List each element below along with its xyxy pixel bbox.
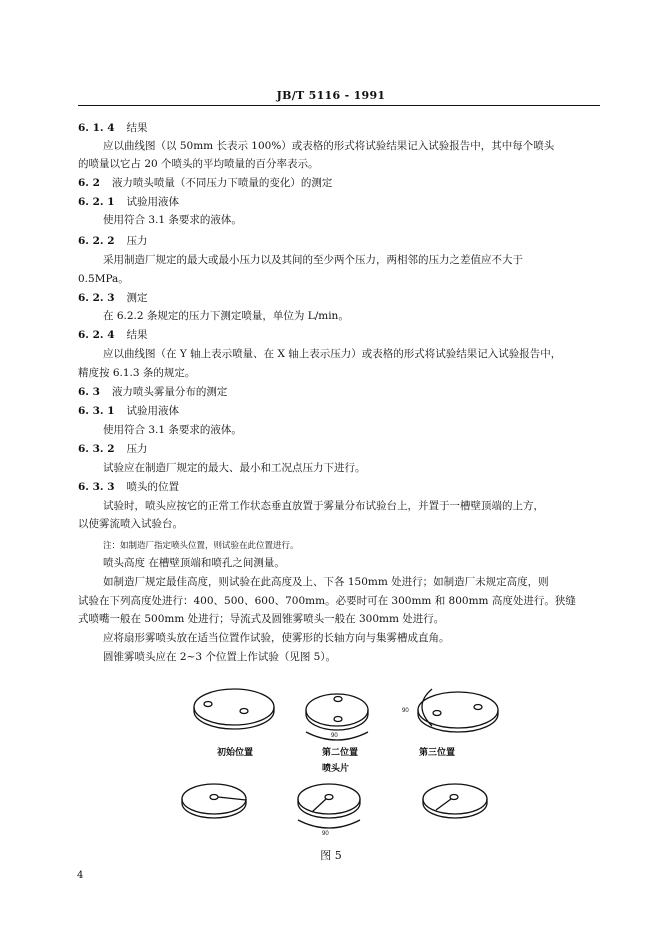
section-heading: 6. 2 液力喷头喷量（不同压力下喷量的变化）的测定	[78, 177, 333, 189]
nozzle-plate-initial	[194, 689, 274, 729]
page-number: 4	[77, 870, 84, 881]
paragraph-line: 应将扇形雾喷头放在适当位置作试验，使雾形的长轴方向与集雾槽成直角。	[103, 632, 450, 644]
section-heading: 6. 2. 1 试验用液体	[78, 196, 180, 208]
angle-label: 90	[402, 708, 409, 714]
paragraph-line: 圆锥雾喷头应在 2~3 个位置上作试验（见图 5）。	[103, 651, 337, 663]
page-header: JB/T 5116 - 1991	[276, 89, 386, 102]
paragraph-line: 应以曲线图（以 50mm 长表示 100%）或表格的形式将试验结果记入试验报告中，其中每个喷头	[103, 140, 555, 152]
figure-title: 图 5	[320, 849, 342, 862]
paragraph-line: 0.5MPa。	[78, 273, 129, 285]
section-heading: 6. 3 液力喷头雾量分布的测定	[78, 386, 228, 398]
paragraph-line: 精度按 6.1.3 条的规定。	[78, 367, 196, 379]
paragraph-line: 应以曲线图（在 Y 轴上表示喷量、在 X 轴上表示压力）或表格的形式将试验结果记入试验报告中，	[103, 348, 562, 360]
section-heading: 6. 2. 2 压力	[78, 235, 148, 247]
section-heading: 6. 1. 4 结果	[78, 122, 148, 134]
section-heading: 6. 3. 1 试验用液体	[78, 405, 180, 417]
paragraph-line: 以使雾流喷入试验台。	[78, 518, 183, 530]
spray-plate-initial	[182, 784, 246, 818]
figure-caption-third: 第三位置	[419, 748, 456, 758]
angle-label: 90	[322, 831, 329, 837]
figure-caption-second: 第二位置	[322, 748, 359, 758]
paragraph-line: 试验时，喷头应按它的正常工作状态垂直放置于雾量分布试验台上，并置于一槽壁顶端的上方，	[103, 500, 544, 512]
paragraph-line: 的喷量以它占 20 个喷头的平均喷量的百分率表示。	[78, 158, 319, 170]
paragraph-line: 采用制造厂规定的最大或最小压力以及其间的至少两个压力，两相邻的压力之差值应不大于	[103, 254, 523, 266]
paragraph-line: 喷头高度 在槽壁顶端和喷孔之间测量。	[103, 557, 285, 569]
paragraph-line: 使用符合 3.1 条要求的液体。	[103, 214, 242, 226]
note-line: 注：如制造厂指定喷头位置，则试验在此位置进行。	[103, 541, 299, 551]
section-heading: 6. 3. 2 压力	[78, 443, 148, 455]
section-heading: 6. 2. 3 测定	[78, 292, 148, 304]
paragraph-line: 试验在下列高度处进行：400、500、600、700mm。必要时可在 300mm 和 800mm 高度处进行。狭缝	[78, 595, 576, 607]
paragraph-line: 式喷嘴一般在 500mm 处进行；导流式及圆锥雾喷头一般在 300mm 处进行。	[78, 613, 445, 625]
figure-subtitle: 喷头片	[322, 764, 350, 774]
paragraph-line: 在 6.2.2 条规定的压力下测定喷量，单位为 L/min。	[103, 310, 349, 322]
figure-caption-initial: 初始位置	[217, 748, 254, 758]
section-heading: 6. 3. 3 喷头的位置	[78, 481, 180, 493]
spray-plate-third	[423, 784, 487, 818]
section-heading: 6. 2. 4 结果	[78, 329, 148, 341]
nozzle-plate-third	[418, 689, 498, 732]
spray-plate-second	[298, 784, 360, 828]
paragraph-line: 使用符合 3.1 条要求的液体。	[103, 424, 242, 436]
angle-label: 90	[331, 733, 338, 739]
paragraph-line: 如制造厂规定最佳高度，则试验在此高度及上、下各 150mm 处进行；如制造厂未规定高度，则	[103, 576, 549, 588]
paragraph-line: 试验应在制造厂规定的最大、最小和工况点压力下进行。	[103, 462, 366, 474]
